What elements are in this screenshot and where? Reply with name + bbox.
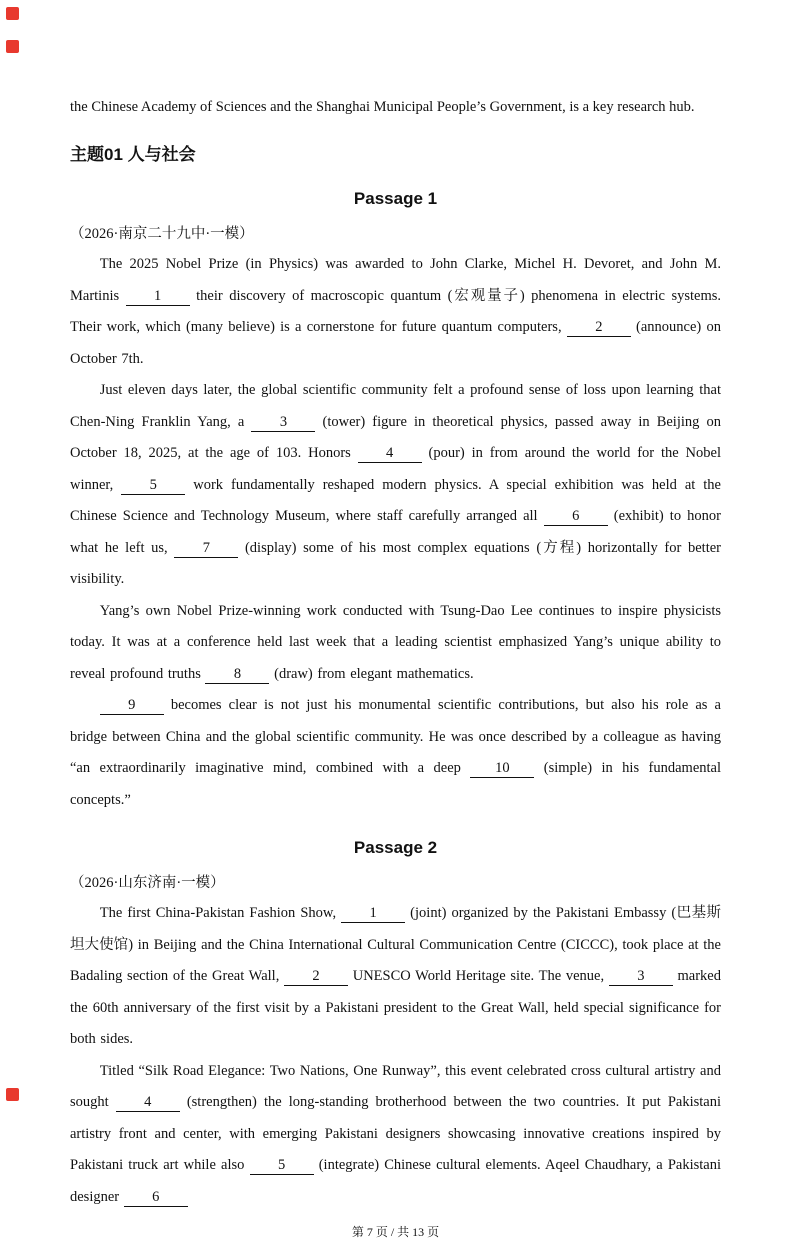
blank-7: 7 [174,539,238,558]
topic-heading: 主题01 人与社会 [70,145,196,164]
passage-1-body [70,249,721,816]
intro-line: the Chinese Academy of Sciences and the Shanghai Municipal People’s Government, is a key research hub. [70,99,695,115]
passage-2-title: Passage 2 [353,838,438,857]
blank-4: 4 [116,1093,180,1112]
blank-6: 6 [544,507,608,526]
blank-5: 5 [250,1156,314,1175]
passage-1-title: Passage 1 [353,189,438,208]
passage-2-body [70,898,721,1213]
blank-8: 8 [205,665,269,684]
passage-1-source: （2026·南京二十九中·一模） [70,226,254,242]
paragraph: 9 becomes clear is not just his monumental scientific contributions, but also his role as a bridge between China and the global scientific community. He was once described by a colleague as having “an extraordinarily imaginative mind, combined with a deep 10 (simple) in his fundamental concepts.” [70,697,721,808]
red-marker-icon [6,1088,19,1101]
paragraph: The first China-Pakistan Fashion Show, 1 (joint) organized by the Pakistani Embassy (巴基斯坦大使馆) in Beijing and the China International Cultural Communication Centre (CICCC), took place at the Badaling section of the Great Wall, 2 UNESCO World Heritage site. The venue, 3 marked the 60th anniversary of the first visit by a Pakistani president to the Great Wall, held special significance for both sides. [70,905,721,1047]
paragraph: Yang’s own Nobel Prize-winning work conducted with Tsung-Dao Lee continues to inspire physicists today. It was at a conference held last week that a leading scientist emphasized Yang’s unique ability to reveal profound truths 8 (draw) from elegant mathematics. [70,602,721,682]
page-number: 第 7 页 / 共 13 页 [351,1225,440,1239]
blank-1: 1 [341,904,405,923]
red-marker-icon [6,40,19,53]
blank-3: 3 [251,413,315,432]
blank-10: 10 [470,759,534,778]
blank-2: 2 [284,967,348,986]
blank-3: 3 [609,967,673,986]
paragraph: Titled “Silk Road Elegance: Two Nations, One Runway”, this event celebrated cross cultural artistry and sought 4 (strengthen) the long-standing brotherhood between the two countries. It put Pakistani artistry front and center, with emerging Pakistani designers showcasing innovative creations inspired by Pakistani truck art while also 5 (integrate) Chinese cultural elements. Aqeel Chaudhary, a Pakistani designer 6 [70,1062,722,1205]
blank-6: 6 [124,1188,188,1207]
passage-2-source: （2026·山东济南·一模） [70,875,225,891]
blank-2: 2 [567,318,631,337]
blank-9: 9 [100,696,164,715]
blank-5: 5 [121,476,185,495]
paragraph: The 2025 Nobel Prize (in Physics) was awarded to John Clarke, Michel H. Devoret, and John M. Martinis 1 their discovery of macroscopic quantum (宏观量子) phenomena in electric systems. Their work, which (many believe) is a cornerstone for future quantum computers, 2 (announce) on October 7th. [70,256,721,367]
blank-4: 4 [358,444,422,463]
paragraph: Just eleven days later, the global scientific community felt a profound sense of loss upon learning that Chen-Ning Franklin Yang, a 3 (tower) figure in theoretical physics, passed away in Beijing on October 18, 2025, at the age of 103. Honors 4 (pour) in from around the world for the Nobel winner, 5 work fundamentally reshaped modern physics. A special exhibition was held at the Chinese Science and Technology Museum, where staff carefully arranged all 6 (exhibit) to honor what he left us, 7 (display) some of his most complex equations (方程) horizontally for better visibility. [70,382,722,587]
red-marker-icon [6,7,19,20]
blank-1: 1 [126,287,190,306]
